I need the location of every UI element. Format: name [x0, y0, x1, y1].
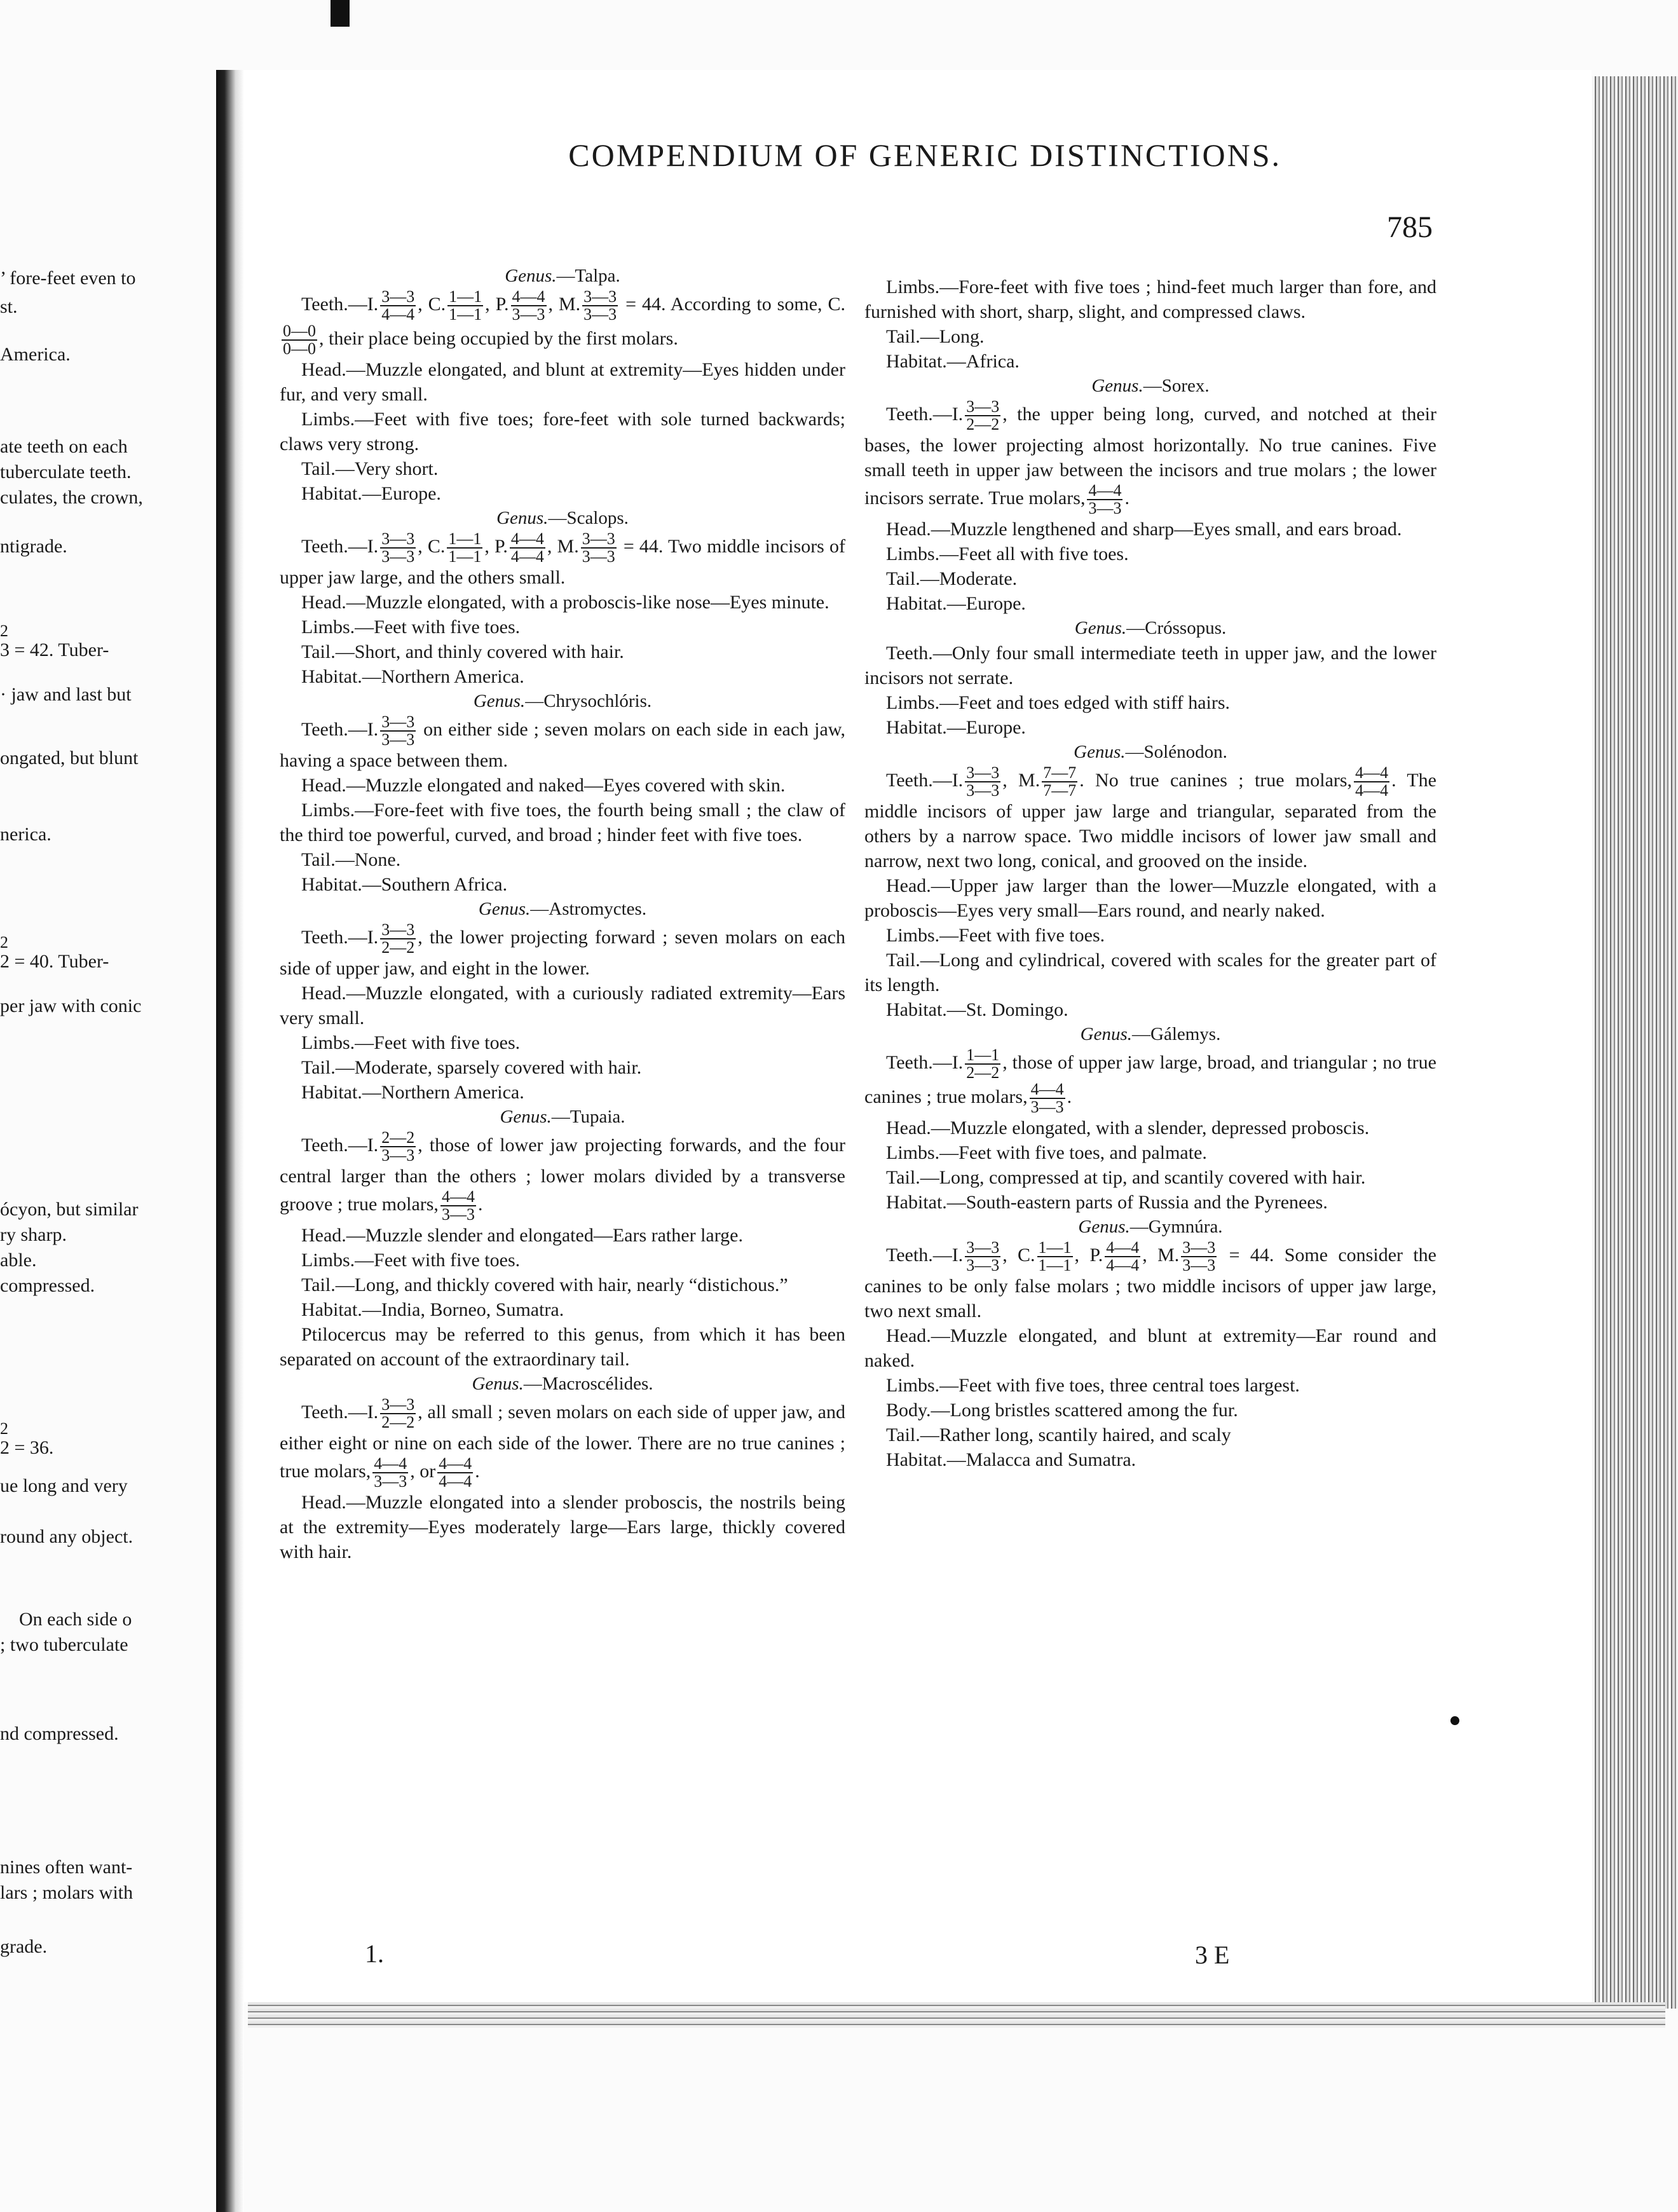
fragment-line: able.	[0, 1250, 37, 1271]
genus-heading: Genus.—Gálemys.	[1080, 1024, 1221, 1044]
genus-solenodon	[864, 740, 1436, 1022]
fragment-line: culates, the crown,	[0, 487, 143, 508]
genus-heading: Genus.—Chrysochlóris.	[473, 691, 652, 711]
fraction: $\frac{3—3}{2—2}$	[966, 397, 1000, 434]
fraction: $\frac{3—3}{3—3}$	[966, 763, 1000, 800]
page-number: 785	[1387, 210, 1433, 244]
fragment-line: ’ fore-feet even to	[0, 268, 136, 289]
genus-galemys	[864, 1022, 1436, 1215]
limbs-description: Limbs.—Feet all with five toes.	[886, 543, 1129, 564]
tail-description: Tail.—Moderate.	[886, 568, 1018, 589]
limbs-description: Limbs.—Fore-feet with five toes, the fourth being small ; the claw of the third toe powerful, curved, and broad ; hinder feet with five toes.	[280, 800, 845, 845]
tail-description: Tail.—Rather long, scantily haired, and scaly	[886, 1424, 1231, 1445]
fragment-line: ntigrade.	[0, 536, 67, 557]
fragment-line: ue long and very	[0, 1475, 128, 1496]
scan-artifact-dot	[1450, 1716, 1459, 1725]
right-column	[864, 275, 1436, 1472]
head-description: Head.—Muzzle elongated, with a slender, depressed proboscis.	[886, 1117, 1370, 1138]
page-edges	[1592, 76, 1678, 2009]
fragment-line: ate teeth on each	[0, 436, 128, 457]
fraction: $\frac{7—7}{7—7}$	[1043, 763, 1077, 800]
fragment-line: On each side o	[19, 1609, 132, 1630]
fraction: $\frac{3—3}{3—3}$	[381, 529, 415, 566]
fraction: $\frac{3—3}{4—4}$	[381, 287, 415, 324]
habitat-description: Habitat.—Europe.	[301, 483, 441, 504]
running-head: COMPENDIUM OF GENERIC DISTINCTIONS.	[568, 137, 1281, 173]
habitat-description: Habitat.—Africa.	[886, 351, 1020, 372]
fragment-line: nerica.	[0, 824, 51, 845]
signature-mark-right: 3 E	[1195, 1941, 1230, 1969]
habitat-description: Habitat.—St. Domingo.	[886, 999, 1068, 1020]
genus-heading: Genus.—Astromyctes.	[478, 899, 647, 919]
genus-heading: Genus.—Cróssopus.	[1074, 618, 1227, 638]
genus-astromyctes	[280, 897, 845, 1105]
book-gutter	[216, 70, 244, 2212]
head-description: Head.—Muzzle elongated and naked—Eyes covered with skin.	[301, 775, 786, 796]
head-description: Head.—Upper jaw larger than the lower—Muzzle elongated, with a proboscis—Eyes very small—Ears round, and nearly naked.	[864, 875, 1436, 921]
fraction: $\frac{4—4}{3—3}$	[374, 1454, 407, 1491]
tail-description: Tail.—Long, compressed at tip, and scantily covered with hair.	[886, 1167, 1366, 1188]
genus-heading: Genus.—Tupaia.	[500, 1107, 625, 1127]
limbs-description: Limbs.—Feet with five toes, and palmate.	[886, 1142, 1207, 1163]
head-description: Head.—Muzzle elongated, with a proboscis-like nose—Eyes minute.	[301, 592, 829, 613]
fraction: $\frac{3—3}{2—2}$	[381, 1395, 415, 1431]
habitat-description: Habitat.—Europe.	[886, 717, 1026, 738]
fragment-line: grade.	[0, 1936, 48, 1957]
limbs-description: Limbs.—Feet with five toes; fore-feet with sole turned backwards; claws very strong.	[280, 409, 845, 454]
fraction: $\frac{1—1}{1—1}$	[449, 287, 482, 324]
head-description: Head.—Muzzle elongated into a slender proboscis, the nostrils being at the extremity—Eyes moderately large—Ears large, thickly covered with hair.	[280, 1492, 845, 1562]
habitat-description: Habitat.—Southern Africa.	[301, 874, 508, 895]
fraction: $\frac{3—3}{3—3}$	[583, 287, 617, 324]
teeth-formula: Teeth.—Only four small intermediate teeth in upper jaw, and the lower incisors not serrate.	[864, 643, 1436, 688]
fragment-line: per jaw with conic	[0, 995, 142, 1016]
teeth-formula: Teeth.—I. $\frac{3—3}{2—2}$ , the upper being long, curved, and notched at their bases, the lower projecting almost horizontally. No true canines. Five small teeth in upper jaw between the incisors and true molars ; the lower incisors serrate. True molars, $\frac{4—4}{3—3}$ .	[864, 397, 1436, 517]
teeth-formula: Teeth.—I. $\frac{3—3}{4—4}$ , C. $\frac{1—1}{1—1}$ , P. $\frac{4—4}{3—3}$ , M. $\frac{3—3}{3—3}$ = 44. According to some, C. $\frac{0—0}{0—0}$ , their place being occupied by the first molars.	[283, 287, 845, 358]
fraction: $\frac{4—4}{3—3}$	[1030, 1080, 1064, 1116]
fraction: $\frac{3—3}{2—2}$	[381, 920, 415, 957]
teeth-formula: Teeth.—I. $\frac{3—3}{3—3}$ , C. $\frac{1—1}{1—1}$ , P. $\frac{4—4}{4—4}$ , M. $\frac{3—3}{3—3}$ = 44. Some consider the canines to be only false molars ; two middle incisors of upper jaw large, two next small.	[864, 1238, 1436, 1321]
fragment-line: 2 = 36.	[0, 1437, 54, 1458]
head-description: Head.—Muzzle elongated, with a curiously radiated extremity—Ears very small.	[280, 983, 845, 1028]
genus-talpa	[280, 264, 845, 506]
limbs-description: Limbs.—Feet with five toes, three central toes largest.	[886, 1375, 1300, 1396]
tail-description: Tail.—Long, and thickly covered with hair, nearly “distichous.”	[301, 1274, 788, 1295]
fragment-line: ry sharp.	[0, 1224, 67, 1245]
genus-heading: Genus.—Talpa.	[505, 266, 620, 286]
tail-description: Tail.—None.	[301, 849, 401, 870]
fraction: $\frac{0—0}{0—0}$	[283, 322, 316, 358]
genus-gymnura	[864, 1215, 1436, 1472]
genus-heading: Genus.—Scalops.	[496, 508, 629, 528]
teeth-formula: Teeth.—I. $\frac{3—3}{2—2}$ , all small ; seven molars on each side of upper jaw, and either eight or nine on each side of the lower. There are no true canines ; true molars, $\frac{4—4}{3—3}$ , or $\frac{4—4}{4—4}$ .	[280, 1395, 845, 1491]
fraction: $\frac{4—4}{4—4}$	[1355, 763, 1389, 800]
scan-artifact	[331, 0, 350, 27]
fragment-line: · jaw and last but	[0, 684, 132, 705]
fragment-line: America.	[0, 344, 71, 365]
note: Ptilocercus may be referred to this genus, from which it has been separated on account of the extraordinary tail.	[280, 1324, 845, 1370]
genus-macroscelides-continued	[864, 275, 1436, 374]
fraction: $\frac{3—3}{3—3}$	[582, 529, 615, 566]
fragment-line: ; two tuberculate	[0, 1634, 128, 1655]
fragment-line: nines often want-	[0, 1857, 133, 1878]
genus-heading: Genus.—Solénodon.	[1074, 742, 1227, 762]
page-edges-bottom	[248, 2002, 1665, 2028]
habitat-description: Habitat.—Northern America.	[301, 666, 524, 687]
body-description: Body.—Long bristles scattered among the fur.	[886, 1400, 1238, 1421]
limbs-description: Limbs.—Feet with five toes.	[886, 925, 1105, 946]
fragment-line: compressed.	[0, 1275, 95, 1296]
genus-heading: Genus.—Gymnúra.	[1078, 1217, 1223, 1237]
habitat-description: Habitat.—India, Borneo, Sumatra.	[301, 1299, 564, 1320]
tail-description: Tail.—Long and cylindrical, covered with scales for the greater part of its length.	[864, 950, 1436, 995]
genus-tupaia	[280, 1105, 845, 1372]
left-page-fragment	[0, 83, 216, 2180]
fragment-line: ócyon, but similar	[0, 1199, 139, 1220]
fraction: $\frac{1—1}{2—2}$	[966, 1046, 1000, 1082]
genus-sorex	[864, 374, 1436, 616]
fraction: $\frac{4—4}{3—3}$	[1088, 481, 1122, 517]
fraction: $\frac{4—4}{3—3}$	[441, 1187, 475, 1224]
fraction: $\frac{3—3}{3—3}$	[966, 1238, 1000, 1274]
teeth-formula: Teeth.—I. $\frac{3—3}{2—2}$ , the lower projecting forward ; seven molars on each side of upper jaw, and eight in the lower.	[280, 920, 845, 979]
signature-mark-left: 1.	[365, 1939, 384, 1968]
teeth-formula: Teeth.—I. $\frac{2—2}{3—3}$ , those of lower jaw projecting forwards, and the four central larger than the others ; lower molars divided by a transverse groove ; true molars, $\frac{4—4}{3—3}$ .	[280, 1128, 845, 1224]
teeth-formula: Teeth.—I. $\frac{3—3}{3—3}$ on either side ; seven molars on each side in each jaw, having a space between them.	[280, 713, 845, 771]
limbs-description: Limbs.—Fore-feet with five toes ; hind-feet much larger than fore, and furnished with short, sharp, slight, and compressed claws.	[864, 276, 1436, 322]
genus-crossopus	[864, 616, 1436, 740]
fragment-line: st.	[0, 296, 18, 317]
fraction: $\frac{1—1}{1—1}$	[1038, 1238, 1072, 1274]
head-description: Head.—Muzzle lengthened and sharp—Eyes small, and ears broad.	[886, 519, 1402, 540]
fragment-line: 2	[0, 1419, 8, 1438]
fragment-line: lars ; molars with	[0, 1882, 133, 1903]
limbs-description: Limbs.—Feet and toes edged with stiff hairs.	[886, 692, 1231, 713]
habitat-description: Habitat.—South-eastern parts of Russia and the Pyrenees.	[886, 1192, 1328, 1213]
habitat-description: Habitat.—Malacca and Sumatra.	[886, 1449, 1136, 1470]
genus-heading: Genus.—Sorex.	[1091, 376, 1210, 396]
genus-chrysochloris	[280, 689, 845, 897]
fragment-line: nd compressed.	[0, 1723, 119, 1744]
fragment-line: ongated, but blunt	[0, 748, 139, 768]
tail-description: Tail.—Moderate, sparsely covered with hair.	[301, 1057, 642, 1078]
fragment-line: 2	[0, 933, 8, 952]
head-description: Head.—Muzzle elongated, and blunt at extremity—Ear round and naked.	[864, 1325, 1436, 1371]
habitat-description: Habitat.—Europe.	[886, 593, 1026, 614]
fraction: $\frac{4—4}{4—4}$	[1106, 1238, 1140, 1274]
fraction: $\frac{2—2}{3—3}$	[381, 1128, 415, 1164]
habitat-description: Habitat.—Northern America.	[301, 1082, 524, 1103]
fragment-line: round any object.	[0, 1526, 133, 1547]
left-column	[280, 264, 845, 1564]
head-description: Head.—Muzzle slender and elongated—Ears rather large.	[301, 1225, 743, 1246]
limbs-description: Limbs.—Feet with five toes.	[301, 617, 521, 638]
genus-heading: Genus.—Macroscélides.	[472, 1374, 653, 1394]
tail-description: Tail.—Long.	[886, 326, 985, 347]
fraction: $\frac{4—4}{4—4}$	[439, 1454, 472, 1491]
fraction: $\frac{4—4}{4—4}$	[510, 529, 544, 566]
fraction: $\frac{3—3}{3—3}$	[381, 713, 415, 749]
teeth-formula: Teeth.—I. $\frac{3—3}{3—3}$ , C. $\frac{1—1}{1—1}$ , P. $\frac{4—4}{4—4}$ , M. $\frac{3—3}{3—3}$ = 44. Two middle incisors of upper jaw large, and the others small.	[280, 529, 845, 588]
fragment-line: 2 = 40. Tuber-	[0, 951, 109, 972]
teeth-formula: Teeth.—I. $\frac{1—1}{2—2}$ , those of upper jaw large, broad, and triangular ; no true canines ; true molars, $\frac{4—4}{3—3}$ .	[864, 1046, 1436, 1116]
genus-scalops	[280, 506, 845, 689]
limbs-description: Limbs.—Feet with five toes.	[301, 1250, 521, 1271]
fragment-line: 2	[0, 622, 8, 640]
teeth-formula: Teeth.—I. $\frac{3—3}{3—3}$ , M. $\frac{7—7}{7—7}$ . No true canines ; true molars, $\frac{4—4}{4—4}$ . The middle incisors of upper jaw large and triangular, separated from the others by a narrow space. Two middle incisors of lower jaw small and narrow, next two long, conical, and grooved on the inside.	[864, 763, 1436, 871]
fraction: $\frac{3—3}{3—3}$	[1182, 1238, 1216, 1274]
tail-description: Tail.—Very short.	[301, 458, 439, 479]
fragment-line: tuberculate teeth.	[0, 461, 132, 482]
fraction: $\frac{4—4}{3—3}$	[512, 287, 545, 324]
genus-macroscelides	[280, 1372, 845, 1564]
head-description: Head.—Muzzle elongated, and blunt at extremity—Eyes hidden under fur, and very small.	[280, 359, 845, 405]
limbs-description: Limbs.—Feet with five toes.	[301, 1032, 521, 1053]
tail-description: Tail.—Short, and thinly covered with hair.	[301, 641, 624, 662]
fragment-line: 3 = 42. Tuber-	[0, 639, 109, 660]
fraction: $\frac{1—1}{1—1}$	[448, 529, 482, 566]
